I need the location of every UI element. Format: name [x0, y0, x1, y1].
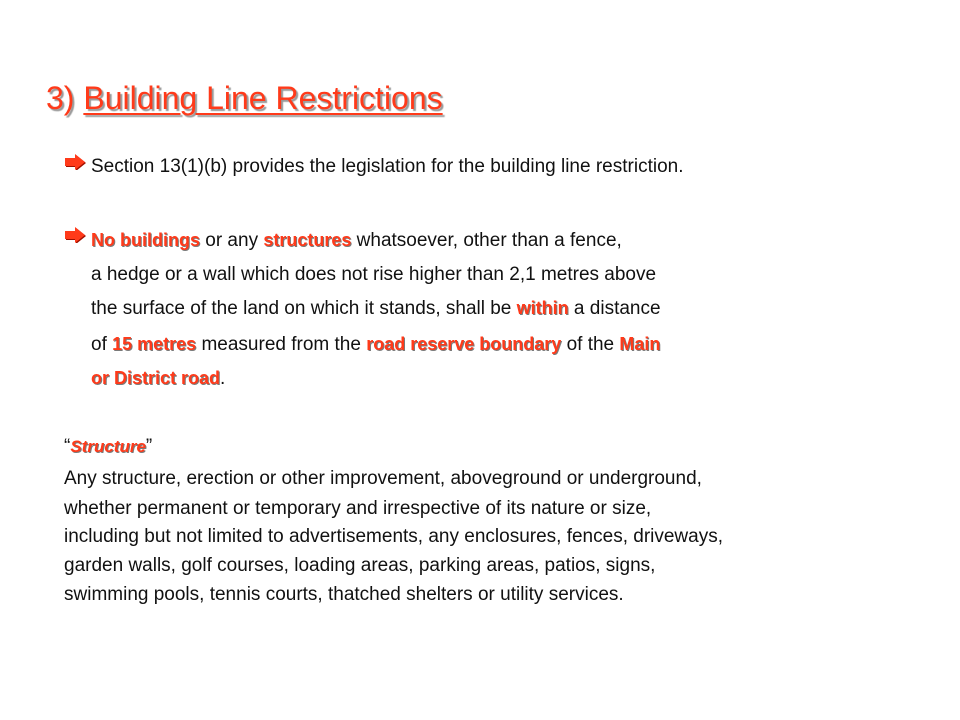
text-span: or any [199, 230, 264, 251]
title-number: 3) [46, 80, 84, 116]
highlight-no-buildings: No buildings [91, 230, 200, 250]
bullet-2-line-5 [91, 367, 225, 390]
definition-line-1: Any structure, erection or other improvement, aboveground or underground, [64, 468, 702, 489]
text-span: whatsoever, other than a fence, [351, 230, 622, 251]
definition-line-5: swimming pools, tennis courts, thatched shelters or utility services. [64, 584, 624, 605]
definition-line-4: garden walls, golf courses, loading areas, parking areas, patios, signs, [64, 555, 656, 576]
red-arrow-icon [64, 154, 86, 170]
definition-line-3: including but not limited to advertisements, any enclosures, fences, driveways, [64, 526, 723, 547]
text-span: measured from the [196, 334, 367, 355]
definition-heading [64, 436, 152, 458]
close-quote: ” [145, 436, 153, 457]
open-quote: “ [64, 436, 71, 457]
red-arrow-icon [64, 227, 86, 243]
slide-title [46, 80, 443, 117]
text-span: of [91, 334, 113, 355]
bullet-2-line-2: a hedge or a wall which does not rise higher than 2,1 metres above [91, 264, 657, 285]
highlight-road-reserve-boundary: road reserve boundary [366, 334, 562, 354]
bullet-2-line-4 [91, 333, 660, 356]
highlight-main: Main [619, 334, 661, 354]
bullet-2-line-1 [91, 229, 622, 252]
text-span: . [220, 368, 226, 389]
definition-term: Structure [70, 437, 146, 456]
definition-line-2: whether permanent or temporary and irrespective of its nature or size, [64, 498, 652, 519]
bullet-2-line-3 [91, 297, 661, 320]
highlight-structures: structures [263, 230, 352, 250]
bullet-1-text: Section 13(1)(b) provides the legislation for the building line restriction. [91, 156, 684, 177]
title-text: Building Line Restrictions [83, 80, 443, 116]
highlight-or-district-road: or District road [91, 368, 221, 388]
text-span: a distance [568, 298, 661, 319]
highlight-15-metres: 15 metres [112, 334, 197, 354]
text-span: of the [561, 334, 620, 355]
text-span: the surface of the land on which it stands, shall be [91, 298, 517, 319]
highlight-within: within [516, 298, 569, 318]
